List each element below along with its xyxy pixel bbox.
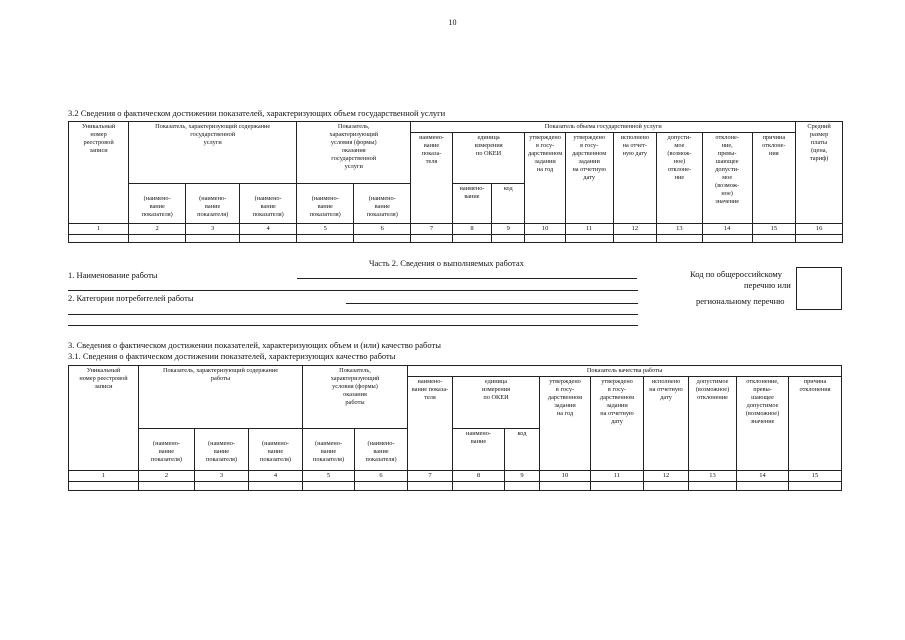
quality-empty-cell bbox=[591, 482, 644, 491]
q-header-sub-4: (наимено- вание показателя) bbox=[303, 439, 355, 471]
q-header-unit-code: код bbox=[505, 429, 540, 471]
header-allowed-deviation: допусти- мое (возмож- ное) отклоне- ние bbox=[657, 133, 703, 224]
volume-column-number: 9 bbox=[492, 224, 525, 235]
volume-column-number: 10 bbox=[525, 224, 565, 235]
quality-empty-cell bbox=[453, 482, 505, 491]
section-title: 3.2 Сведения о фактическом достижении показателей, характеризующих объем государственной услуги bbox=[68, 108, 446, 118]
header-sub-3: (наимено- вание показателя) bbox=[240, 194, 297, 224]
q-header-unique-number: Уникальный номер реестровой записи bbox=[69, 366, 139, 471]
volume-column-number: 12 bbox=[613, 224, 657, 235]
volume-empty-cell bbox=[565, 235, 613, 243]
code-label-2: перечню или bbox=[744, 280, 791, 290]
quality-column-number: 11 bbox=[591, 471, 644, 482]
work-name-line bbox=[297, 278, 637, 279]
work-name-label: 1. Наименование работы bbox=[68, 270, 158, 280]
header-indicator-name: наимено- вание показа- теля bbox=[411, 133, 452, 224]
quality-column-number: 9 bbox=[505, 471, 540, 482]
header-content-indicator: Показатель, характеризующий содержание государственной услуги bbox=[129, 122, 297, 184]
q-header-unit: единица измерения по ОКЕИ bbox=[453, 377, 540, 429]
volume-column-number: 2 bbox=[129, 224, 186, 235]
header-reason: причина отклоне- ния bbox=[752, 133, 796, 224]
header-average-price: Средний размер платы (цена, тариф) bbox=[796, 122, 843, 224]
quality-column-number: 4 bbox=[249, 471, 303, 482]
q-header-quality-indicator: Показатель качества работы bbox=[408, 366, 842, 377]
volume-column-number: 6 bbox=[354, 224, 411, 235]
volume-empty-cell bbox=[297, 235, 354, 243]
consumers-line-2 bbox=[68, 314, 638, 315]
quality-column-number: 13 bbox=[689, 471, 737, 482]
q-header-deviation-over: отклонение, превы- шающее допустимое (возможное) значение bbox=[737, 377, 789, 471]
quality-empty-cell bbox=[689, 482, 737, 491]
q-header-sub-3: (наимено- вание показателя) bbox=[249, 439, 303, 471]
volume-column-number: 4 bbox=[240, 224, 297, 235]
quality-empty-cell bbox=[303, 482, 355, 491]
header-unit-code: код bbox=[492, 184, 525, 224]
volume-column-number: 8 bbox=[452, 224, 491, 235]
q-header-done: исполнено на отчетную дату bbox=[644, 377, 689, 471]
header-unit: единица измерения по ОКЕИ bbox=[452, 133, 525, 184]
volume-column-number: 5 bbox=[297, 224, 354, 235]
q-header-allowed-deviation: допустимое (возможное) отклонение bbox=[689, 377, 737, 471]
volume-table bbox=[68, 121, 843, 243]
header-sub-1: (наимено- вание показателя) bbox=[129, 194, 186, 224]
consumers-label: 2. Категории потребителей работы bbox=[68, 293, 194, 303]
quality-table bbox=[68, 365, 842, 491]
quality-column-number: 5 bbox=[303, 471, 355, 482]
volume-column-number: 3 bbox=[186, 224, 240, 235]
consumers-line-3 bbox=[68, 325, 638, 326]
quality-empty-cell bbox=[540, 482, 591, 491]
header-conditions-indicator: Показатель, характеризующий условия (формы) оказания государственной услуги bbox=[297, 122, 411, 184]
quality-empty-cell bbox=[505, 482, 540, 491]
quality-column-number: 8 bbox=[453, 471, 505, 482]
quality-column-number: 6 bbox=[355, 471, 408, 482]
volume-empty-cell bbox=[702, 235, 752, 243]
q-header-sub-2: (наимено- вание показателя) bbox=[195, 439, 249, 471]
volume-column-number: 11 bbox=[565, 224, 613, 235]
quality-column-number: 10 bbox=[540, 471, 591, 482]
quality-empty-cell bbox=[737, 482, 789, 491]
q-header-unit-name: наимено- вание bbox=[453, 429, 505, 471]
header-volume-indicator: Показатель объема государственной услуги bbox=[411, 122, 796, 133]
volume-column-number: 15 bbox=[752, 224, 796, 235]
quality-column-number: 3 bbox=[195, 471, 249, 482]
part2-title: Часть 2. Сведения о выполняемых работах bbox=[369, 258, 524, 268]
code-box bbox=[796, 267, 842, 310]
volume-empty-cell bbox=[492, 235, 525, 243]
q-header-reason: причина отклонения bbox=[789, 377, 842, 471]
q-header-approved-date: утверждено в госу- дарственном задании на отчетную дату bbox=[591, 377, 644, 471]
quality-empty-cell bbox=[789, 482, 842, 491]
q-header-approved-year: утверждено в госу- дарственном задании на год bbox=[540, 377, 591, 471]
volume-empty-cell bbox=[452, 235, 491, 243]
quality-column-number: 12 bbox=[644, 471, 689, 482]
header-approved-date: утверждено в госу- дарственном задании на отчетную дату bbox=[565, 133, 613, 224]
volume-column-number: 13 bbox=[657, 224, 703, 235]
header-sub-2: (наимено- вание показателя) bbox=[186, 194, 240, 224]
page-number: 10 bbox=[448, 18, 457, 27]
work-name-line-2 bbox=[68, 290, 638, 291]
q-header-conditions-indicator: Показатель, характеризующий условия (формы) оказания работы bbox=[303, 366, 408, 429]
volume-column-number: 1 bbox=[69, 224, 129, 235]
quality-empty-cell bbox=[249, 482, 303, 491]
volume-empty-cell bbox=[354, 235, 411, 243]
volume-empty-cell bbox=[796, 235, 843, 243]
header-unit-name: наимено- вание bbox=[452, 184, 491, 224]
volume-empty-cell bbox=[752, 235, 796, 243]
quality-empty-cell bbox=[644, 482, 689, 491]
quality-column-number: 7 bbox=[408, 471, 453, 482]
volume-empty-cell bbox=[129, 235, 186, 243]
header-approved-year: утверждено в госу- дарственном задании на год bbox=[525, 133, 565, 224]
quality-column-number: 14 bbox=[737, 471, 789, 482]
code-label-3: региональному перечню bbox=[696, 296, 785, 306]
q-header-sub-5: (наимено- вание показателя) bbox=[355, 439, 408, 471]
quality-empty-cell bbox=[408, 482, 453, 491]
code-label-1: Код по общероссийскому bbox=[690, 269, 783, 279]
section3-title: 3. Сведения о фактическом достижении показателей, характеризующих объем и (или) качество работы bbox=[68, 340, 441, 350]
quality-column-number: 1 bbox=[69, 471, 139, 482]
header-unique-number: Уникальный номер реестровой записи bbox=[69, 122, 129, 224]
volume-empty-cell bbox=[411, 235, 452, 243]
volume-empty-cell bbox=[613, 235, 657, 243]
q-header-content-indicator: Показатель, характеризующий содержание работы bbox=[139, 366, 303, 429]
quality-empty-cell bbox=[69, 482, 139, 491]
volume-column-number: 7 bbox=[411, 224, 452, 235]
header-sub-4: (наимено- вание показателя) bbox=[297, 194, 354, 224]
q-header-indicator-name: наимено- вание показа- теля bbox=[408, 377, 453, 471]
volume-empty-cell bbox=[240, 235, 297, 243]
volume-empty-cell bbox=[525, 235, 565, 243]
quality-empty-cell bbox=[355, 482, 408, 491]
quality-empty-cell bbox=[139, 482, 195, 491]
quality-empty-cell bbox=[195, 482, 249, 491]
header-done: исполнено на отчет- ную дату bbox=[613, 133, 657, 224]
volume-column-number: 16 bbox=[796, 224, 843, 235]
header-deviation-over: отклоне- ние, превы- шающее допусти- мое (возмож- ное) значение bbox=[702, 133, 752, 224]
header-sub-5: (наимено- вание показателя) bbox=[354, 194, 411, 224]
volume-empty-cell bbox=[186, 235, 240, 243]
q-header-sub-1: (наимено- вание показателя) bbox=[139, 439, 195, 471]
volume-empty-cell bbox=[69, 235, 129, 243]
consumers-line bbox=[346, 303, 638, 304]
quality-column-number: 2 bbox=[139, 471, 195, 482]
volume-column-number: 14 bbox=[702, 224, 752, 235]
quality-column-number: 15 bbox=[789, 471, 842, 482]
volume-empty-cell bbox=[657, 235, 703, 243]
section3-subtitle: 3.1. Сведения о фактическом достижении показателей, характеризующих качество работы bbox=[68, 351, 396, 361]
